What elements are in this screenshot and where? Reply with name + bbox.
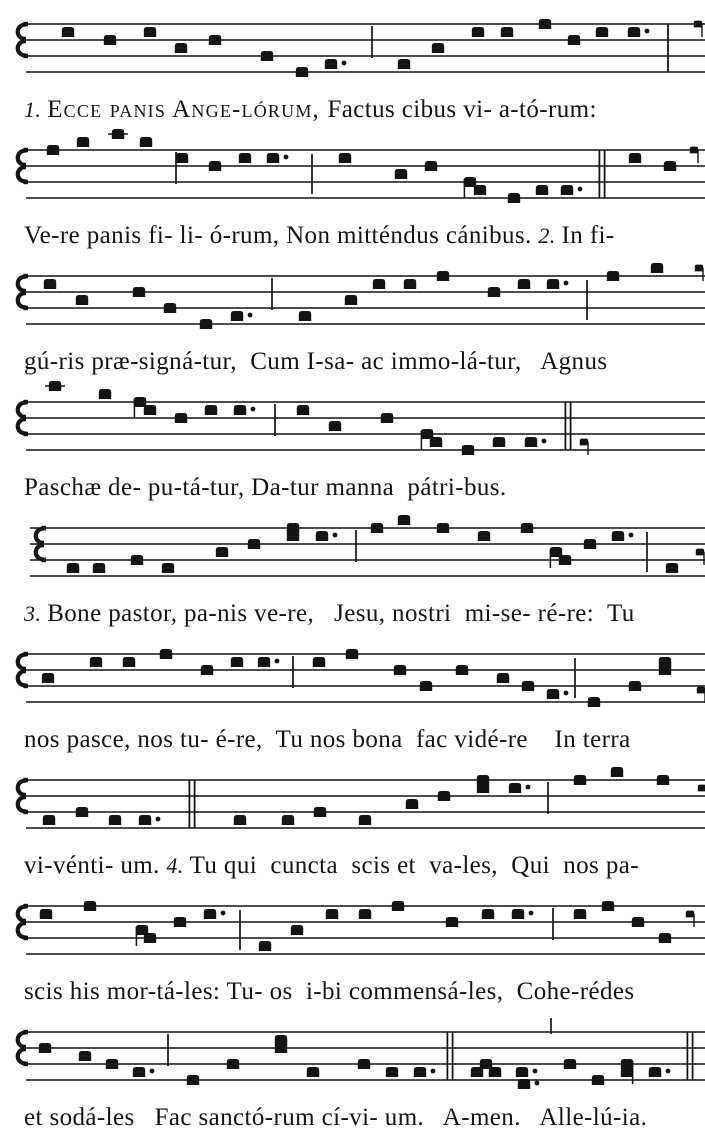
- lyric-line-6: [0, 726, 705, 756]
- lyric-line-8: [0, 978, 705, 1008]
- staff-3: [0, 252, 705, 348]
- lyric-line-7: [0, 852, 705, 882]
- lyric-segment: Bone pastor, pa-nis ve-re, Jesu, nostri mi-se- ré-re: Tu: [47, 600, 635, 627]
- system-5: [0, 504, 705, 630]
- system-4: [0, 378, 705, 504]
- lyric-segment: Tu qui cuncta scis et va-les, Qui nos pa-: [189, 852, 639, 879]
- lyric-line-5: [0, 600, 705, 630]
- staff-7: [0, 756, 705, 852]
- system-7: [0, 756, 705, 882]
- lyric-segment: vi-vénti- um.: [24, 852, 167, 879]
- lyric-segment: 4.: [166, 853, 190, 878]
- lyric-segment: Ve-re panis fi- li- ó-rum, Non mitténdus cánibus.: [24, 222, 539, 249]
- system-6: [0, 630, 705, 756]
- staff-8: [0, 882, 705, 978]
- staff-6: [0, 630, 705, 726]
- staff-4: [0, 378, 705, 474]
- lyric-line-4: [0, 474, 705, 504]
- system-2: [0, 126, 705, 252]
- system-3: [0, 252, 705, 378]
- staff-2: [0, 126, 705, 222]
- lyric-segment: gú-ris præ-signá-tur, Cum I-sa- ac immo-lá-tur, Agnus: [24, 348, 608, 375]
- lyric-line-1: [0, 96, 705, 126]
- lyric-segment: nos pasce, nos tu- é-re, Tu nos bona fac vidé-re In terra: [24, 726, 631, 753]
- lyric-segment: Factus cibus vi- a-tó-rum:: [327, 96, 597, 123]
- lyric-segment: 2.: [538, 223, 562, 248]
- staff-1: [0, 0, 705, 96]
- lyric-segment: et sodá-les Fac sanctó-rum cí-vi- um. A-men. Alle-lú-ia.: [24, 1104, 648, 1131]
- lyric-segment: scis his mor-tá-les: Tu- os i-bi commensá-les, Cohe-rédes: [24, 978, 635, 1005]
- lyric-segment: Ecce panis Ange-lórum,: [47, 96, 328, 123]
- system-1: [0, 0, 705, 126]
- staff-5: [0, 504, 705, 600]
- lyric-segment: 1.: [24, 97, 48, 122]
- lyric-segment: In fi-: [561, 222, 615, 249]
- staff-9: [0, 1008, 705, 1104]
- lyric-segment: Paschæ de- pu-tá-tur, Da-tur manna pátri-bus.: [24, 474, 507, 501]
- system-9: [0, 1008, 705, 1134]
- system-8: [0, 882, 705, 1008]
- lyric-line-2: [0, 222, 705, 252]
- lyric-segment: 3.: [24, 601, 48, 626]
- lyric-line-3: [0, 348, 705, 378]
- lyric-line-9: [0, 1104, 705, 1134]
